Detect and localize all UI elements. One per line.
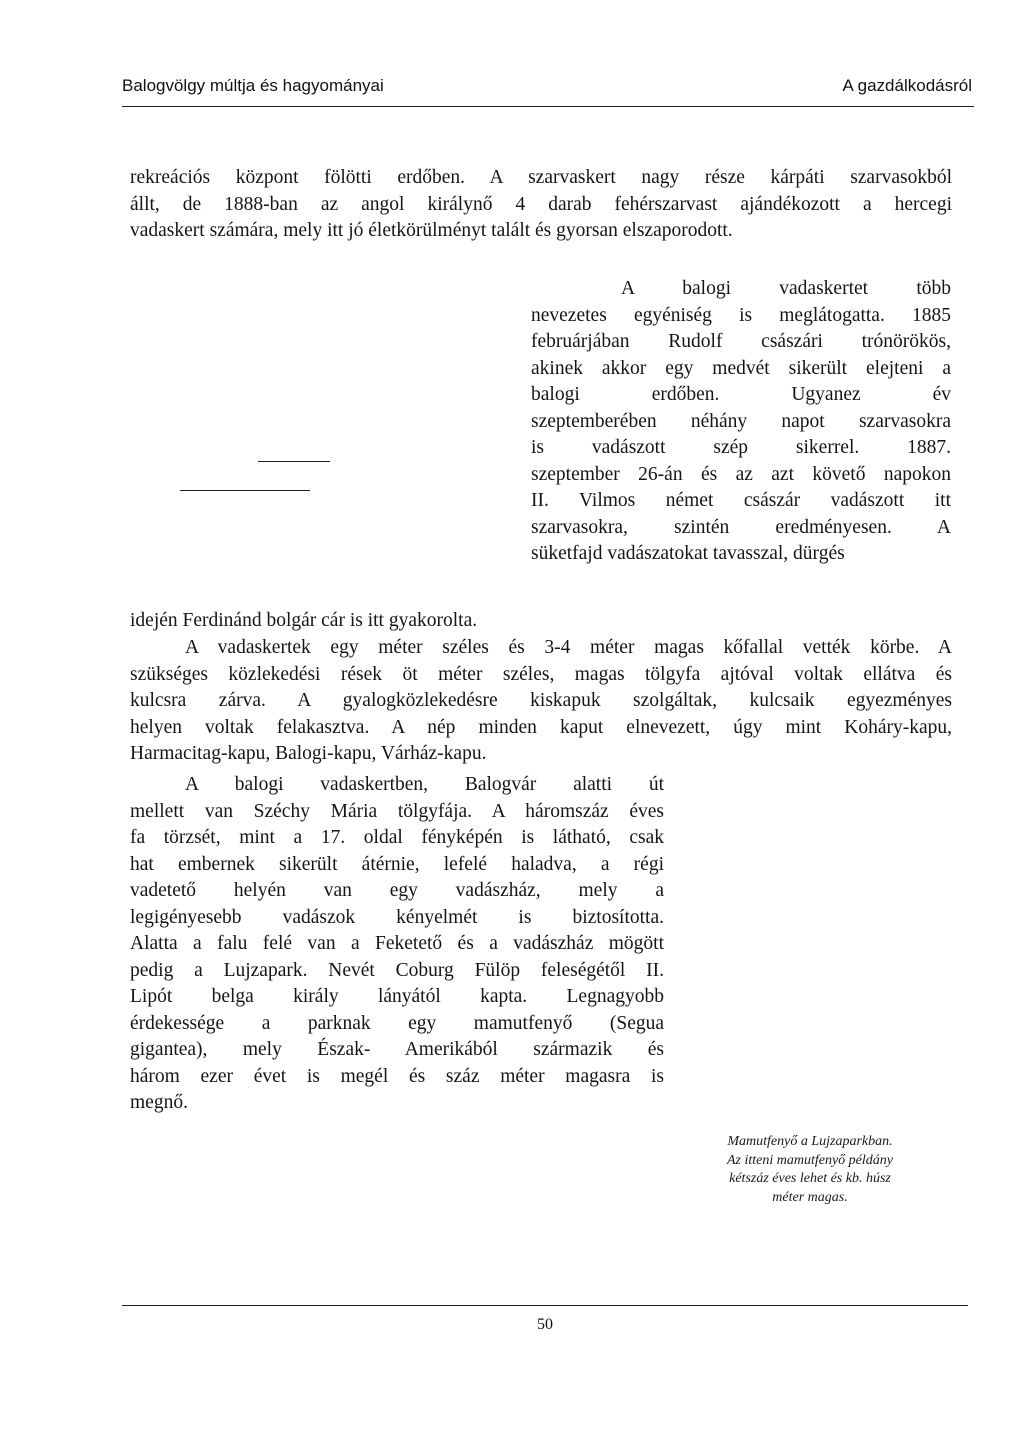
- text-line: helyen voltak felakasztva. A nép minden kaput elnevezett, úgy mint Koháry-kapu,: [130, 716, 952, 738]
- text-line: akinek akkor egy medvét sikerült elejteni a: [531, 357, 951, 379]
- text-line: megnő.: [130, 1092, 188, 1113]
- text-line: Lipót belga király lányától kapta. Legnagyobb: [130, 986, 664, 1007]
- header-chapter-title: A gazdálkodásról: [842, 76, 972, 95]
- decorative-rule-long: [180, 490, 310, 491]
- text-line: érdekessége a parknak egy mamutfenyő (Segua: [130, 1012, 664, 1034]
- text-line: szeptemberében néhány napot szarvasokra: [531, 410, 951, 432]
- text-line: A balogi vadaskertben, Balogvár alatti út: [185, 774, 664, 795]
- text-line: vadaskert számára, mely itt jó életkörülményt talált és gyorsan elszaporodott.: [130, 220, 733, 241]
- text-line: mellett van Széchy Mária tölgyfája. A háromszáz éves: [130, 800, 664, 822]
- text-line: legigényesebb vadászok kényelmét is biztosította.: [130, 906, 664, 928]
- text-line: három ezer évet is megél és száz méter magasra is: [130, 1065, 664, 1087]
- caption-line: kétszáz éves lehet és kb. húsz: [729, 1171, 891, 1186]
- text-line: kulcsra zárva. A gyalogközlekedésre kiskapuk szolgáltak, kulcsaik egyezményes: [130, 690, 952, 711]
- paragraph-2-end: [130, 608, 952, 635]
- caption-line: méter magas.: [772, 1189, 848, 1205]
- text-line: süketfajd vadászatokat tavasszal, dürgés: [531, 543, 845, 564]
- text-line: fa törzsét, mint a 17. oldal fényképén is látható, csak: [130, 827, 664, 848]
- text-line: II. Vilmos német császár vadászott itt: [531, 490, 951, 511]
- text-line: állt, de 1888-ban az angol királynő 4 darab fehérszarvast ajándékozott a hercegi: [130, 193, 952, 215]
- text-line: Alatta a falu felé van a Feketető és a vadászház mögött: [130, 933, 664, 954]
- text-line: is vadászott szép sikerrel. 1887.: [531, 437, 951, 458]
- text-line: pedig a Lujzapark. Nevét Coburg Fülöp feleségétől II.: [130, 959, 664, 981]
- caption-line: Mamutfenyő a Lujzaparkban.: [727, 1134, 893, 1149]
- text-line: nevezetes egyéniség is meglátogatta. 1885: [531, 304, 951, 326]
- text-line: februárjában Rudolf császári trónörökös,: [531, 331, 951, 352]
- decorative-rule-short: [258, 461, 330, 462]
- text-line: szarvasokra, szintén eredményesen. A: [531, 516, 951, 538]
- header-divider: [122, 106, 974, 107]
- text-line: balogi erdőben. Ugyanez év: [531, 384, 951, 405]
- text-line: szükséges közlekedési rések öt méter széles, magas tölgyfa ajtóval voltak ellátva és: [130, 663, 952, 685]
- text-line: vadetető helyén van egy vadászház, mely a: [130, 880, 664, 901]
- paragraph-4: [130, 772, 664, 1117]
- text-line: idején Ferdinánd bolgár cár is itt gyakorolta.: [130, 610, 478, 631]
- text-line: szeptember 26-án és az azt követő napokon: [531, 463, 951, 485]
- text-line: Harmacitag-kapu, Balogi-kapu, Várház-kapu.: [130, 743, 487, 764]
- text-line: rekreációs központ fölötti erdőben. A szarvaskert nagy része kárpáti szarvasokból: [130, 167, 952, 188]
- footer-divider: [122, 1305, 968, 1306]
- paragraph-1: [130, 165, 952, 245]
- header-book-title: Balogvölgy múltja és hagyományai: [122, 76, 384, 95]
- paragraph-2: [531, 276, 951, 568]
- text-line: A vadaskertek egy méter széles és 3-4 méter magas kőfallal vették körbe. A: [185, 637, 952, 658]
- page-number: 50: [537, 1316, 553, 1333]
- text-line: gigantea), mely Észak- Amerikából származik és: [130, 1039, 664, 1060]
- paragraph-3: [130, 635, 952, 768]
- caption-line: Az itteni mamutfenyő példány: [726, 1152, 894, 1168]
- photo-caption: [680, 1133, 940, 1207]
- text-line: A balogi vadaskertet több: [621, 278, 951, 299]
- text-line: hat embernek sikerült átérnie, lefelé haladva, a régi: [130, 853, 664, 875]
